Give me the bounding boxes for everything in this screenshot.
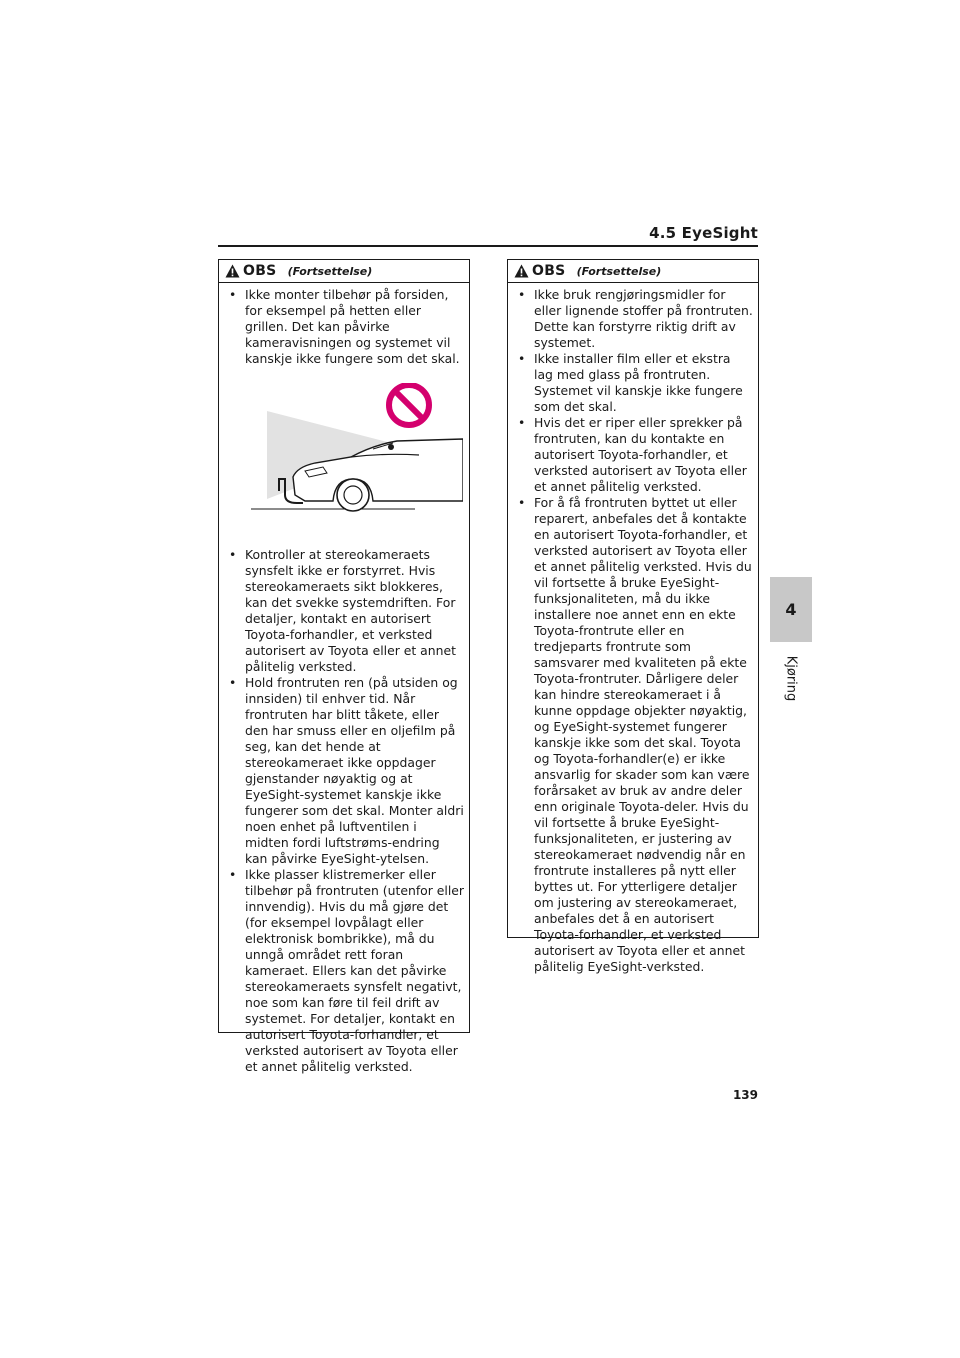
list-item-text: Ikke plasser klistremerker eller tilbehør på frontruten (utenfor eller innvendig). Hvis du må gjøre det (for eksempel lovpålagt eller elektronisk bombrikke), må du unngå området rett foran kameraet. Ellers kan det påvirke stereokameraets synsfelt negativt, noe som kan føre til feil drift av systemet. For detaljer, kontakt en autorisert Toyota-forhandler, et verksted autorisert av Toyota eller et annet pålitelig verksted. <box>245 867 465 1074</box>
list-item <box>514 495 753 975</box>
bullet-list <box>508 283 758 975</box>
camera-obstruction-illustration <box>223 383 463 533</box>
list-item <box>225 547 464 675</box>
bullet-dot: • <box>229 547 237 562</box>
page-number: 139 <box>732 1088 758 1102</box>
list-item <box>514 351 753 415</box>
chapter-label-text: Kjøring <box>783 655 799 701</box>
list-item-text: For å få frontruten byttet ut eller reparert, anbefales det å kontakte en autorisert Toyota-forhandler, et verksted autorisert av Toyota eller et annet pålitelig verksted. Hvis du vil fortsette å bruke EyeSight-funksjonaliteten, må du ikke installere noe annet enn en ekte Toyota-frontrute eller en tredjeparts frontrute som samsvarer med kvaliteten på ekte Toyota-frontruter. Dårligere deler kan hindre stereokameraet i å kunne oppdage objekter nøyaktig, og EyeSight-systemet fungerer kanskje ikke som det skal. Toyota og Toyota-forhandler(e) er ikke ansvarlig for skader som kan være forårsaket av bruk av andre deler enn originale Toyota-deler. Hvis du vil fortsette å bruke EyeSight-funksjonaliteten, er justering av stereokameraet nødvendig når en frontrute installeres på nytt eller byttes ut. For ytterligere detaljer om justering av stereokameraet, anbefales det å en autorisert Toyota-forhandler, et verksted autorisert av Toyota eller et annet pålitelig EyeSight-verksted. <box>534 495 752 974</box>
list-item <box>225 867 464 1075</box>
caution-header <box>508 260 758 283</box>
header-rule <box>218 245 758 247</box>
bullet-dot: • <box>518 287 526 302</box>
list-item-text: Hold frontruten ren (på utsiden og innsiden) til enhver tid. Når frontruten har blitt tåkete, eller den har smuss eller en oljefilm på seg, kan det hende at stereokameraet ikke oppdager gjenstander nøyaktig og at EyeSight-systemet kanskje ikke fungerer som det skal. Monter aldri noen enhet på luftventilen i midten fordi luftstrøms-endring kan påvirke EyeSight-ytelsen. <box>245 675 464 866</box>
bullet-dot: • <box>229 675 237 690</box>
list-item <box>514 287 753 351</box>
caution-header <box>219 260 469 283</box>
list-item-text: Kontroller at stereokameraets synsfelt ikke er forstyrret. Hvis stereokameraets sikt blokkeres, kan det svekke systemdriften. For detaljer, kontakt en autorisert Toyota-forhandler, et verksted autorisert av Toyota eller et annet pålitelig verksted. <box>245 547 456 674</box>
chapter-label <box>770 648 812 708</box>
continued-label: (Fortsettelse) <box>576 264 662 278</box>
bullet-dot: • <box>518 415 526 430</box>
bullet-dot: • <box>518 495 526 510</box>
list-item-text: Ikke monter tilbehør på forsiden, for eksempel på hetten eller grillen. Det kan påvirke kameravisningen og systemet vil kanskje ikke fungere som det skal. <box>245 287 460 366</box>
caution-label: OBS <box>532 263 566 279</box>
list-item-text: Ikke bruk rengjøringsmidler for eller lignende stoffer på frontruten. Dette kan forstyrre riktig drift av systemet. <box>534 287 753 350</box>
section-title: 4.5 EyeSight <box>649 224 758 242</box>
continued-label: (Fortsettelse) <box>287 264 373 278</box>
list-item <box>514 415 753 495</box>
warning-triangle-icon <box>225 264 240 278</box>
caution-box-left <box>218 259 470 1074</box>
warning-triangle-icon <box>514 264 529 278</box>
bullet-dot: • <box>229 867 237 882</box>
bullet-list <box>219 547 469 1075</box>
chapter-tab: 4 <box>770 577 812 642</box>
bullet-list <box>219 283 469 367</box>
bullet-dot: • <box>518 351 526 366</box>
caution-label: OBS <box>243 263 277 279</box>
prohibition-sign-icon <box>389 385 429 425</box>
caution-box-right <box>507 259 759 974</box>
list-item <box>225 287 464 367</box>
list-item-text: Ikke installer film eller et ekstra lag med glass på frontruten. Systemet vil kanskje ikke fungere som det skal. <box>534 351 743 414</box>
list-item-text: Hvis det er riper eller sprekker på frontruten, kan du kontakte en autorisert Toyota-forhandler, et verksted autorisert av Toyota eller et annet pålitelig verksted. <box>534 415 747 494</box>
bullet-dot: • <box>229 287 237 302</box>
list-item <box>225 675 464 867</box>
